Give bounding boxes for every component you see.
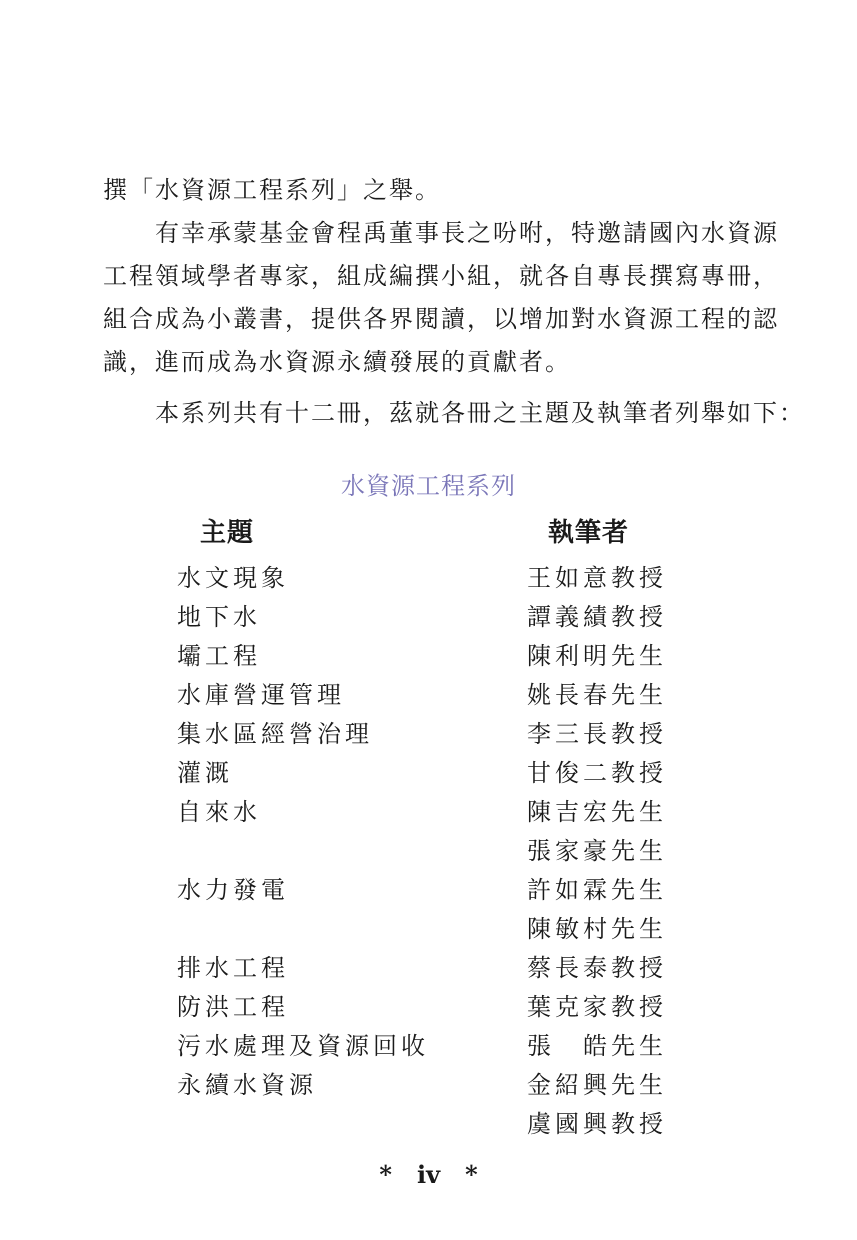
series-row-topic: 污水處理及資源回收 — [177, 1032, 429, 1060]
series-row-author: 金紹興先生 — [527, 1071, 667, 1099]
intro-paragraph-3: 本系列共有十二冊，茲就各冊之主題及執筆者列舉如下： — [103, 399, 805, 427]
series-row-topic: 永續水資源 — [177, 1071, 317, 1099]
intro-paragraph-2-line-2: 工程領域學者專家，組成編撰小組，就各自專長撰寫專冊， — [103, 262, 779, 290]
series-row-author: 虞國興教授 — [527, 1110, 667, 1138]
series-row-topic: 壩工程 — [177, 642, 261, 670]
series-row-author: 譚義績教授 — [527, 603, 667, 631]
series-row-author: 甘俊二教授 — [527, 759, 667, 787]
series-row-topic: 水庫營運管理 — [177, 681, 345, 709]
series-row-topic: 集水區經營治理 — [177, 720, 373, 748]
intro-paragraph-2-line-1: 有幸承蒙基金會程禹董事長之吩咐，特邀請國內水資源 — [103, 219, 779, 247]
series-row-topic: 灌溉 — [177, 759, 233, 787]
series-row-topic: 自來水 — [177, 798, 261, 826]
column-header-topic: 主題 — [200, 518, 255, 548]
series-row-topic: 水文現象 — [177, 564, 289, 592]
series-row-author: 葉克家教授 — [527, 993, 667, 1021]
page-number: * iv * — [379, 1160, 478, 1189]
series-row-author: 李三長教授 — [527, 720, 667, 748]
series-title: 水資源工程系列 — [341, 472, 516, 500]
series-row-topic: 水力發電 — [177, 876, 289, 904]
series-row-topic: 地下水 — [177, 603, 261, 631]
series-row-author: 許如霖先生 — [527, 876, 667, 904]
series-row-topic: 防洪工程 — [177, 993, 289, 1021]
column-header-author: 執筆者 — [548, 518, 630, 548]
series-row-author: 張家豪先生 — [527, 837, 667, 865]
series-row-author: 王如意教授 — [527, 564, 667, 592]
series-row-author: 陳敏村先生 — [527, 915, 667, 943]
series-row-topic: 排水工程 — [177, 954, 289, 982]
series-row-author: 姚長春先生 — [527, 681, 667, 709]
intro-line-1: 撰「水資源工程系列」之舉。 — [103, 176, 441, 204]
intro-paragraph-2-line-3: 組合成為小叢書，提供各界閱讀，以增加對水資源工程的認 — [103, 305, 779, 333]
series-row-author: 陳利明先生 — [527, 642, 667, 670]
series-row-author: 陳吉宏先生 — [527, 798, 667, 826]
intro-paragraph-2-line-4: 識，進而成為水資源永續發展的貢獻者。 — [103, 348, 571, 376]
series-row-author: 蔡長泰教授 — [527, 954, 667, 982]
series-row-author: 張 皓先生 — [527, 1032, 667, 1060]
